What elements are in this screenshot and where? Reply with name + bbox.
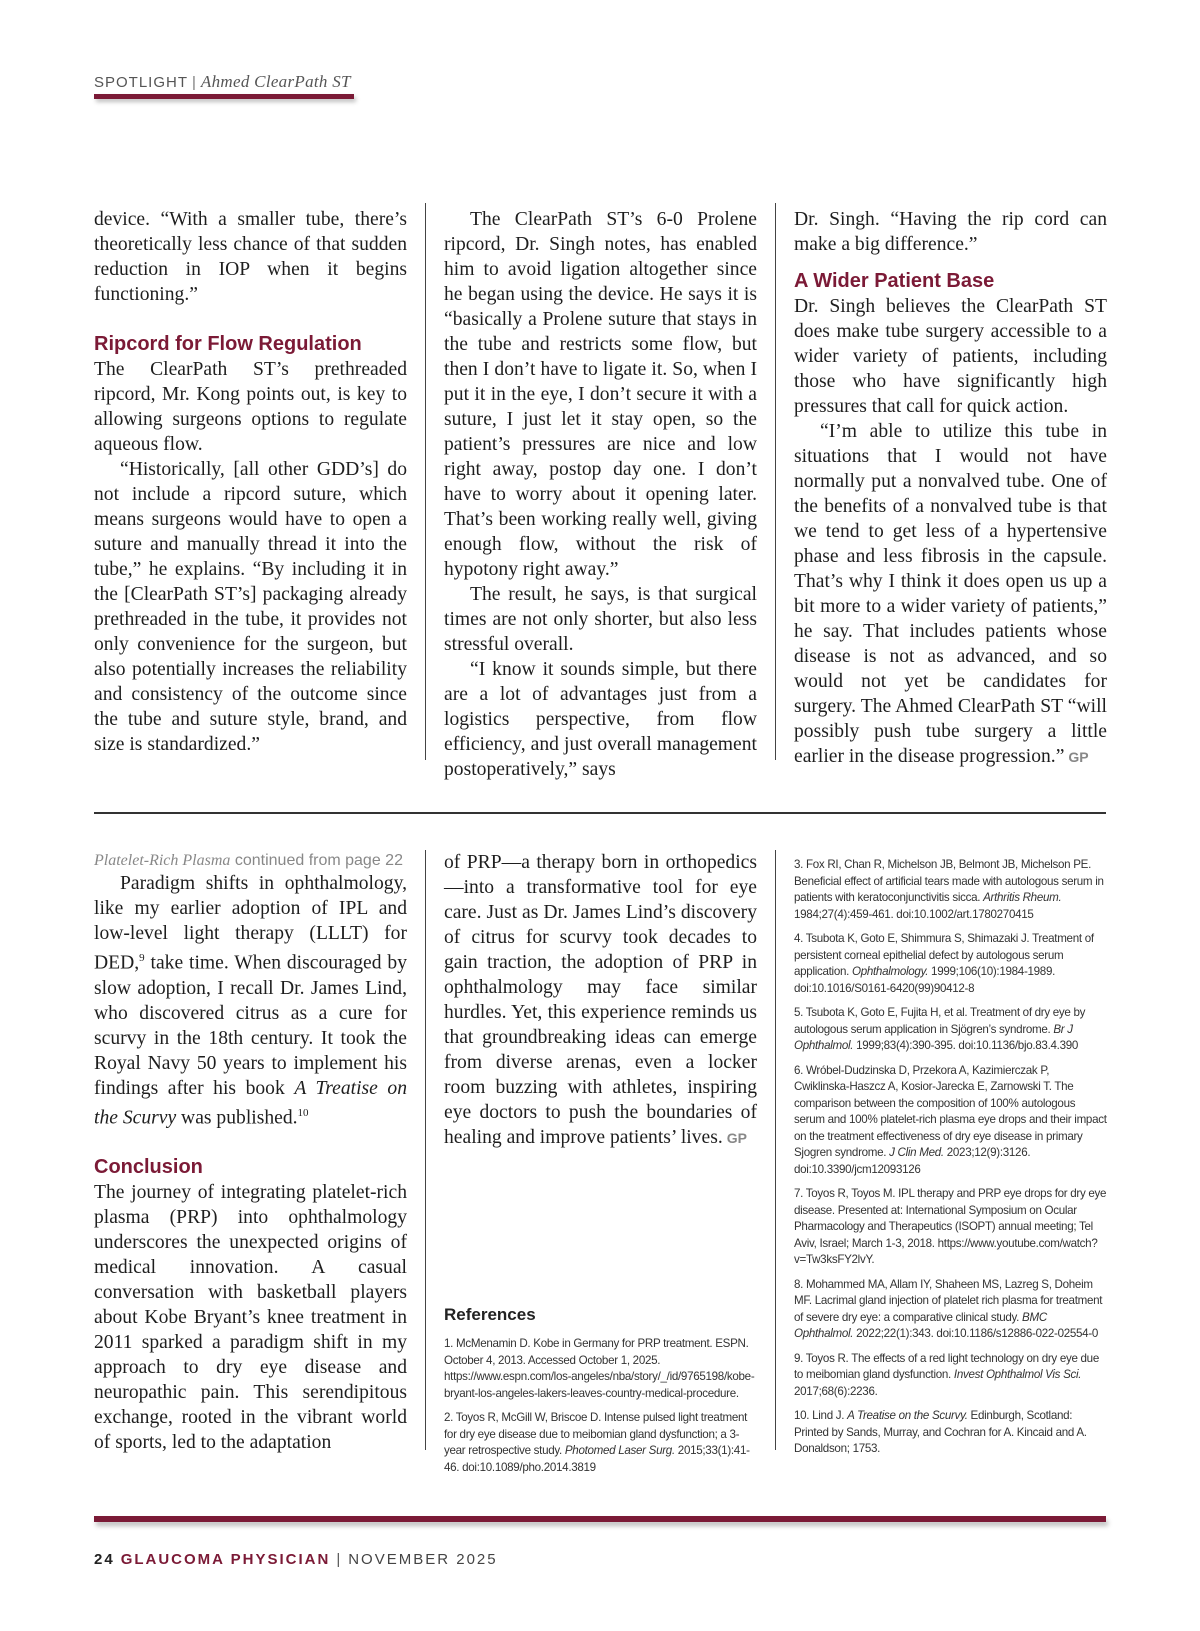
paragraph-text: “I’m able to utilize this tube in situations that I would not have normally put a nonvalved tube. One of the benefits of a nonvalved tube is that we tend to get less of a hypertensive phase and less fibrosis in the capsule. That’s why I think it does open us up a bit more to a wider variety of patients,” he say. That includes patients whose disease is not as advanced, and so would not yet be candidates for surgery. The Ahmed ClearPath ST “will possibly push tube surgery a little earlier in the disease progression.” <box>794 421 1107 767</box>
magazine-name: GLAUCOMA PHYSICIAN <box>120 1551 331 1568</box>
bottom-column-2 <box>444 850 757 1151</box>
references-list-1 <box>444 1336 757 1484</box>
reference-item <box>794 931 1107 997</box>
top-column-3 <box>794 207 1107 770</box>
continued-title: Platelet-Rich Plasma <box>94 852 231 869</box>
footer-accent-bar <box>94 1516 1106 1522</box>
paragraph: Dr. Singh. “Having the rip cord can make a big difference.” <box>794 209 1107 255</box>
journal: Invest Ophthalmol Vis Sci. <box>953 1368 1082 1381</box>
subheading-ripcord: Ripcord for Flow Regulation <box>94 333 362 355</box>
text: 9. Toyos R. The effects of a red light technology on dry eye due to meibomian gland dysfunction. <box>794 1351 1099 1381</box>
text: 2015;33(1):41-46. doi:10.1089/pho.2014.3819 <box>444 1444 750 1474</box>
references-list-2 <box>794 857 1107 1466</box>
journal: A Treatise on the Scurvy. <box>847 1409 968 1422</box>
paragraph: device. “With a smaller tube, there’s theoretically less chance of that sudden reduction in IOP when it begins functioning.” <box>94 209 407 305</box>
issue-date: NOVEMBER 2025 <box>348 1551 498 1568</box>
top-column-2 <box>444 207 757 782</box>
section-divider-rule <box>94 812 1106 814</box>
text: 1999;83(4):390-395. doi:10.1136/bjo.83.4.390 <box>853 1039 1079 1052</box>
text: 2017;68(6):2236. <box>794 1384 878 1398</box>
column-divider <box>425 203 426 760</box>
reference-item: 7. Toyos R, Toyos M. IPL therapy and PRP eye drops for dry eye disease. Presented at: International Symposium on Ocular Pharmacology and Therapeutics (ISOPT) annual meeting; Tel Aviv, Israel; March 1-3, 2018. https://www.youtube.com/watch?v=Tw3ksFY2lvY. <box>794 1187 1107 1266</box>
column-divider <box>775 203 776 760</box>
text: 3. Fox RI, Chan R, Michelson JB, Belmont JB, Michelson PE. Beneficial effect of artificial tears made with autologous serum in patients with keratoconjunctivitis sicca. <box>794 858 1104 904</box>
text: 2. Toyos R, McGill W, Briscoe D. Intense pulsed light treatment for dry eye disease due to meibomian gland dysfunction; a 3-year retrospective study. <box>444 1411 748 1457</box>
text: 2022;22(1):343. doi:10.1186/s12886-022-02554-0 <box>853 1327 1099 1340</box>
bottom-column-1 <box>94 850 407 1455</box>
journal: Ophthalmology. <box>851 965 929 978</box>
text: Paradigm shifts in ophthalmology, like my earlier adoption of IPL and low-level light therapy (LLLT) for DED, <box>94 873 407 974</box>
reference-item <box>794 1408 1107 1458</box>
header-accent-bar <box>94 94 354 99</box>
subheading-conclusion: Conclusion <box>94 1156 203 1179</box>
text: 6. Wróbel-Dudzinska D, Przekora A, Kazimierczak P, Cwiklinska-Haszcz A, Kosior-Jarecka E, Zarnowski T. The comparison between the composition of 100% autologous serum and 100% platelet-rich plasma eye drops and their impact on the treatment effectiveness of dry eye disease in primary Sjogren syndrome. <box>794 1063 1107 1159</box>
subheading-wider-patient-base: A Wider Patient Base <box>794 270 995 292</box>
journal: BMC Ophthalmol. <box>794 1310 1047 1340</box>
paragraph: The ClearPath ST’s prethreaded ripcord, Mr. Kong points out, is key to allowing surgeons options to regulate aqueous flow. <box>94 359 407 455</box>
reference-item <box>794 1005 1107 1055</box>
text: 4. Tsubota K, Goto E, Shimmura S, Shimazaki J. Treatment of persistent corneal epithelial defect by autologous serum application. <box>794 932 1094 978</box>
top-column-1 <box>94 207 407 757</box>
paragraph: The ClearPath ST’s 6-0 Prolene ripcord, Dr. Singh notes, has enabled him to avoid ligation altogether since he began using the device. He says it is “basically a Prolene suture that stays in the tube and restricts some flow, but then I don’t have to ligate it. So, when I put it in the eye, I don’t secure it with a suture, I just let it stay open, so the patient’s pressures are nice and low right away, postop day one. I don’t have to worry about it opening later. That’s been working really well, giving enough flow, without the risk of hypotony right away.” <box>444 209 757 580</box>
end-mark: GP <box>726 1130 748 1146</box>
section-label: SPOTLIGHT <box>94 74 189 91</box>
text: 1999;106(10):1984-1989. doi:10.1016/S0161-6420(99)90412-8 <box>794 965 1056 995</box>
paragraph <box>444 850 757 1151</box>
reference-item <box>794 1351 1107 1401</box>
paragraph: “Historically, [all other GDD’s] do not include a ripcord suture, which means surgeons would have to open a suture and manually thread it into the tube,” he explains. “By including it in the [ClearPath ST’s] packaging already prethreaded in the tube, it provides not only convenience for the surgeon, but also potentially increases the reliability and consistency of the outcome since the tube and suture style, brand, and size is standardized.” <box>94 459 407 755</box>
text: 10. Lind J. <box>794 1409 848 1422</box>
journal: Photomed Laser Surg. <box>564 1444 675 1457</box>
column-divider <box>425 850 426 1450</box>
text: 2023;12(9):3126. doi:10.3390/jcm12093126 <box>794 1146 1031 1176</box>
journal: J Clin Med. <box>889 1146 944 1159</box>
reference-item: 1. McMenamin D. Kobe in Germany for PRP treatment. ESPN. October 4, 2013. Accessed October 1, 2025. https://www.espn.com/los-angeles/nba/story/_/id/9765198/kobe-bryant-los-angeles-lakers-leaves-country-medical-procedure. <box>444 1337 755 1400</box>
paragraph: Dr. Singh believes the ClearPath ST does make tube surgery accessible to a wider variety of patients, including those who have significantly high pressures that call for quick action. <box>794 296 1107 417</box>
paragraph: The result, he says, is that surgical times are not only shorter, but also less stressful overall. <box>444 584 757 655</box>
end-mark: GP <box>1068 749 1089 765</box>
citation: 9 <box>139 952 145 964</box>
reference-item <box>794 857 1107 923</box>
continued-note <box>94 850 407 871</box>
footer-separator: | <box>336 1551 343 1568</box>
running-header <box>94 72 351 92</box>
header-separator: | <box>192 74 197 91</box>
reference-item <box>794 1063 1107 1179</box>
text: 8. Mohammed MA, Allam IY, Shaheen MS, Lazreg S, Doheim MF. Lacrimal gland injection of platelet rich plasma for treatment of severe dry eye: a comparative clinical study. <box>794 1277 1103 1324</box>
text: Edinburgh, Scotland: Printed by Sands, Murray, and Cochran for A. Kincaid and A. Donaldson; 1753. <box>794 1409 1087 1455</box>
page-number: 24 <box>94 1551 115 1568</box>
journal: Arthritis Rheum. <box>983 891 1062 904</box>
text: 1984;27(4):459-461. doi:10.1002/art.1780270415 <box>794 907 1034 921</box>
paragraph <box>94 871 407 1130</box>
text: 5. Tsubota K, Goto E, Fujita H, et al. Treatment of dry eye by autologous serum application in Sjögren’s syndrome. <box>794 1006 1086 1036</box>
paragraph: The journey of integrating platelet-rich plasma (PRP) into ophthalmology underscores the unexpected origins of medical innovation. A casual conversation with basketball players about Kobe Bryant’s knee treatment in 2011 sparked a paradigm shift in my approach to dry eye disease and neuropathic pain. This serendipitous exchange, rooted in the vibrant world of sports, led to the adaptation <box>94 1182 407 1454</box>
text: take time. When discouraged by slow adoption, I recall Dr. James Lind, who discovered citrus as a cure for scurvy in the 18th century. It took the Royal Navy 50 years to implement his findings after his book <box>94 952 407 1099</box>
citation: 10 <box>297 1106 309 1119</box>
paragraph <box>794 419 1107 770</box>
paragraph: “I know it sounds simple, but there are a lot of advantages just from a logistics perspective, from flow efficiency, and just overall management postoperatively,” says <box>444 659 757 780</box>
reference-item <box>444 1410 757 1476</box>
paragraph-text: of PRP—a therapy born in orthopedics—into a transformative tool for eye care. Just as Dr. James Lind’s discovery of citrus for scurvy took decades to gain traction, the adoption of PRP in ophthalmology may face similar hurdles. Yet, this experience reminds us that groundbreaking ideas can emerge from diverse arenas, even a locker room buzzing with athletes, inspiring eye doctors to push the boundaries of healing and improve patients’ lives. <box>444 852 757 1148</box>
reference-item <box>794 1277 1107 1343</box>
continued-text: continued from page 22 <box>230 852 403 869</box>
references-heading: References <box>444 1305 536 1324</box>
header-article-title: Ahmed ClearPath ST <box>200 72 351 91</box>
page-footer <box>94 1551 498 1568</box>
text: was published. <box>176 1107 298 1129</box>
column-divider <box>775 850 776 1450</box>
journal: Br J Ophthalmol. <box>794 1022 1073 1052</box>
book-title: A Treatise on the Scurvy <box>94 1077 408 1129</box>
